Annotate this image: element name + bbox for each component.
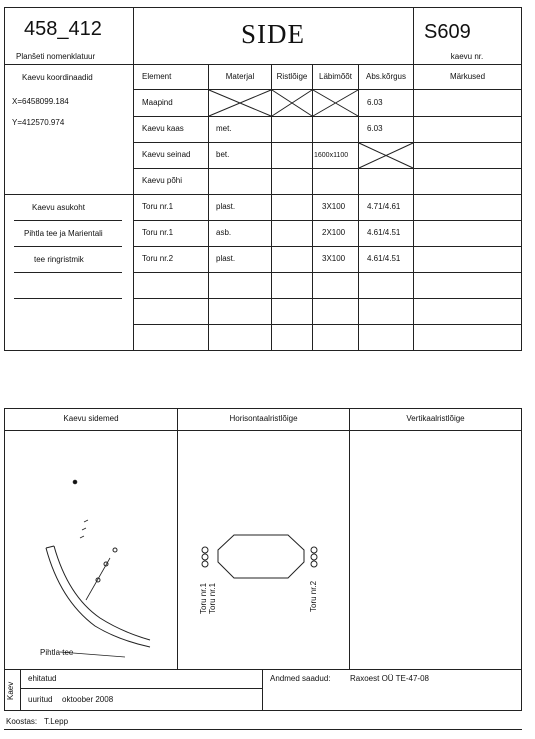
- footer-surveyed-date: oktoober 2008: [62, 695, 114, 704]
- table-cell-materjal: plast.: [216, 254, 236, 263]
- col-header-materjal: Materjal: [225, 72, 255, 81]
- coord-y: Y=412570.974: [12, 118, 65, 127]
- footer-built-label: ehitatud: [28, 674, 57, 683]
- footer-author: T.Lepp: [44, 717, 69, 726]
- location-line-2: tee ringristmik: [34, 255, 84, 264]
- horizontal-section-heading: Horisontaalristlõige: [229, 414, 298, 423]
- col-header-labimoot: Läbimõõt: [319, 72, 352, 81]
- col-header-abs: Abs.kõrgus: [365, 72, 407, 81]
- location-line-1: Pihtla tee ja Marientali: [24, 229, 103, 238]
- sheet-code: 458_412: [24, 18, 102, 40]
- pipe-label-1b: Toru nr.1: [208, 582, 217, 614]
- table-cell-materjal: bet.: [216, 150, 230, 159]
- table-cell-element: Kaevu seinad: [142, 150, 191, 159]
- table-cell-labimoot: 1600x1100: [314, 152, 349, 159]
- table-cell-materjal: plast.: [216, 202, 236, 211]
- location-heading: Kaevu asukoht: [32, 203, 85, 212]
- pipe-label-1a: Toru nr.1: [199, 582, 208, 614]
- road-label: Pihtla tee: [40, 648, 74, 657]
- connections-heading: Kaevu sidemed: [63, 414, 119, 423]
- table-cell-abs: 4.61/4.51: [367, 254, 401, 263]
- table-cell-abs: 6.03: [367, 124, 383, 133]
- table-cell-element: Toru nr.1: [142, 202, 174, 211]
- footer-surveyed-label: uuritud: [28, 695, 53, 704]
- table-cell-abs: 4.61/4.51: [367, 228, 401, 237]
- table-cell-element: Kaevu põhi: [142, 176, 183, 185]
- table-cell-labimoot: 3X100: [322, 202, 346, 211]
- table-cell-abs: 4.71/4.61: [367, 202, 401, 211]
- well-number: S609: [424, 21, 471, 43]
- coords-heading: Kaevu koordinaadid: [22, 73, 93, 82]
- table-cell-element: Maapind: [142, 98, 173, 107]
- footer-side-label: Kaev: [6, 681, 15, 700]
- well-number-label: kaevu nr.: [450, 52, 484, 61]
- table-cell-materjal: asb.: [216, 228, 232, 237]
- table-cell-labimoot: 3X100: [322, 254, 346, 263]
- table-cell-abs: 6.03: [367, 98, 383, 107]
- footer-data-from-label: Andmed saadud:: [270, 674, 331, 683]
- col-header-element: Element: [142, 72, 172, 81]
- table-cell-element: Toru nr.2: [142, 254, 174, 263]
- table-cell-labimoot: 2X100: [322, 228, 346, 237]
- table-cell-element: Toru nr.1: [142, 228, 174, 237]
- footer-author-label: Koostas:: [6, 717, 38, 726]
- col-header-ristloige: Ristlõige: [276, 72, 308, 81]
- table-cell-element: Kaevu kaas: [142, 124, 184, 133]
- pipe-label-2: Toru nr.2: [309, 580, 318, 612]
- table-cell-materjal: met.: [216, 124, 232, 133]
- footer-data-from: Raxoest OÜ TE-47-08: [350, 674, 429, 683]
- coord-x: X=6458099.184: [12, 97, 69, 106]
- sheet-label: Planšeti nomenklatuur: [16, 52, 96, 61]
- col-header-markused: Märkused: [449, 72, 486, 81]
- vertical-section-heading: Vertikaalristlõige: [406, 414, 465, 423]
- page-title: SIDE: [241, 19, 305, 49]
